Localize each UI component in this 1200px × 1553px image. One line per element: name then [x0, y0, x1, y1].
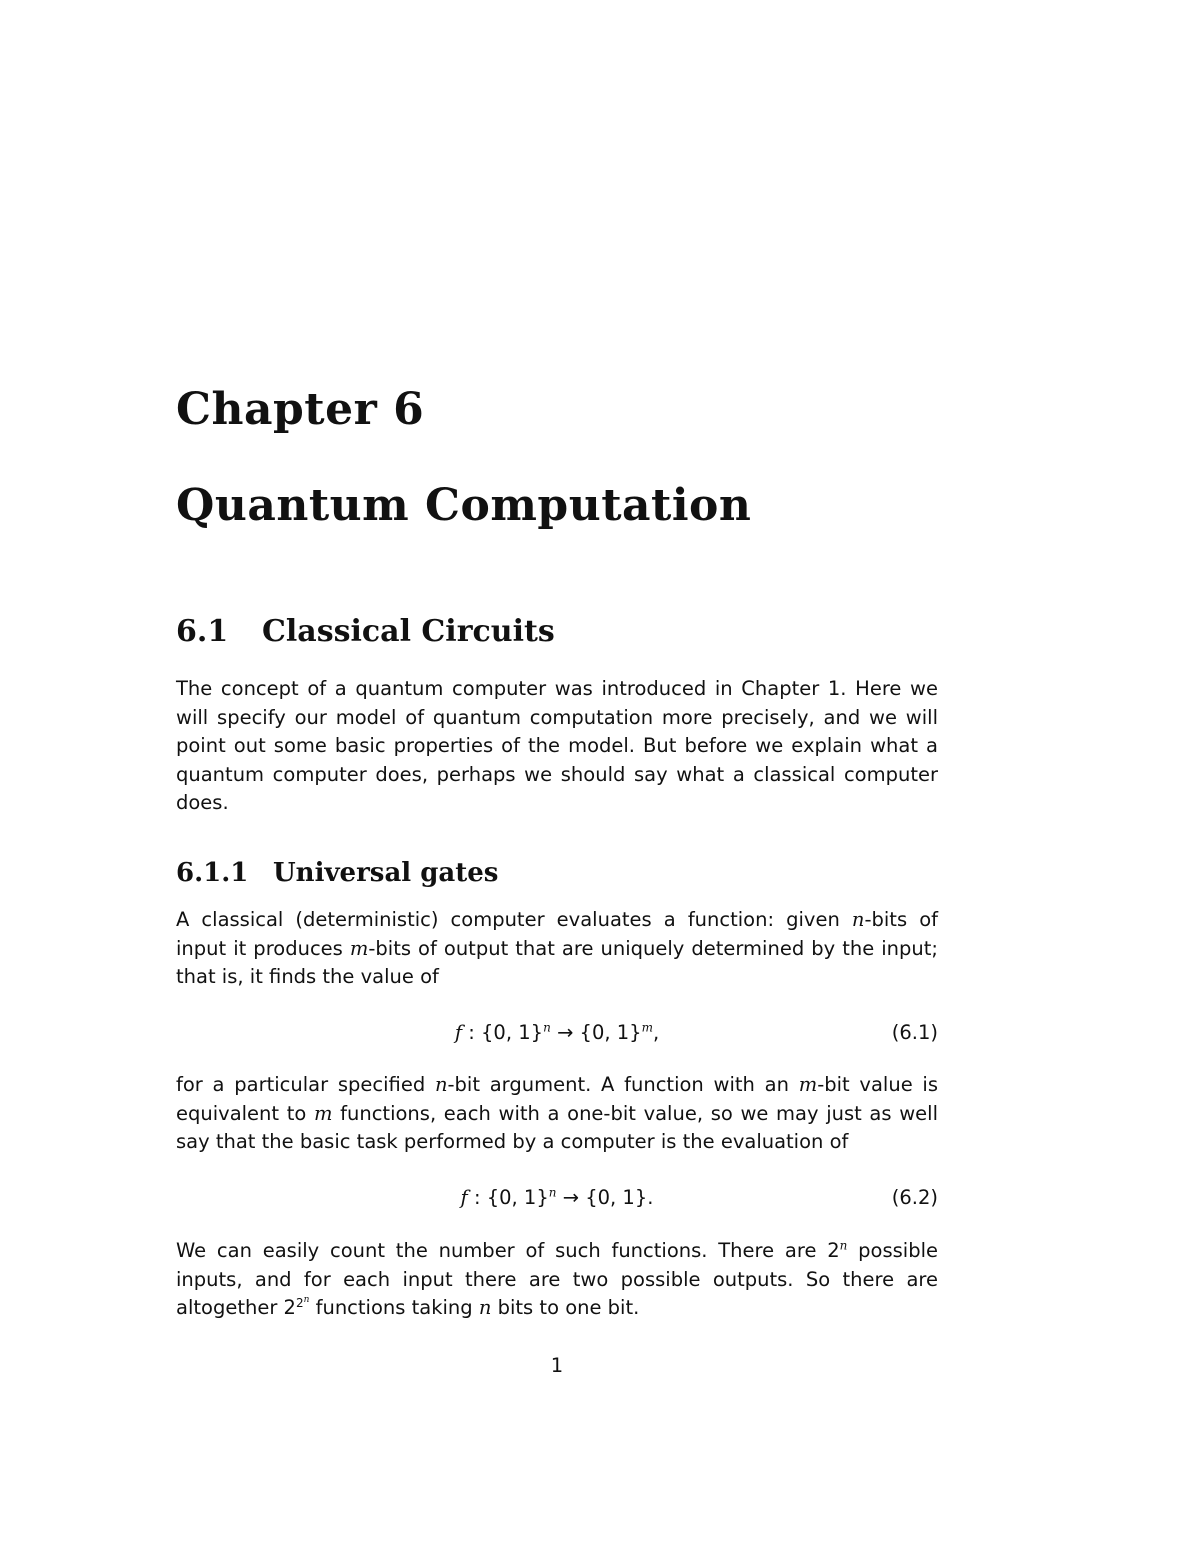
paragraph-line: quantum computer does, perhaps we should say what a classical computer — [176, 762, 938, 786]
equation-6-2 — [176, 1183, 938, 1213]
paragraph-line: will specify our model of quantum computation more precisely, and we will — [176, 705, 938, 729]
paragraph-line: that is, it finds the value of — [176, 965, 439, 988]
document-page — [176, 0, 938, 1553]
math-variable: n — [478, 1296, 492, 1319]
chapter-title: Quantum Computation — [176, 480, 752, 531]
paragraph-line: altogether $2^{2^n}$ functions taking n bits to one bit. — [176, 1294, 640, 1319]
section-number: 6.1 — [176, 614, 229, 649]
subsection-title: Universal gates — [273, 858, 499, 888]
paragraph-line: We can easily count the number of such functions. There are 2$^n$ possible — [176, 1238, 938, 1262]
paragraph-line: point out some basic properties of the model. But before we explain what a — [176, 734, 938, 757]
universal-gates-paragraph — [176, 906, 938, 992]
subsection-number: 6.1.1 — [176, 858, 249, 888]
math-variable: n — [851, 908, 865, 931]
math-variable: m — [313, 1101, 333, 1125]
paragraph-line: The concept of a quantum computer was introduced in Chapter 1. Here we — [176, 677, 938, 700]
subsection-heading — [176, 855, 498, 891]
section-title: Classical Circuits — [262, 614, 555, 649]
equation-body: f : {0, 1}$^n$ → {0, 1}$^m$, — [454, 1020, 660, 1044]
math-variable: m — [349, 936, 369, 960]
equation-number: (6.2) — [891, 1186, 938, 1209]
page-number: 1 — [550, 1354, 564, 1377]
paragraph-line: inputs, and for each input there are two possible outputs. So there are — [176, 1267, 938, 1291]
paragraph-line: equivalent to m functions, each with a one-bit value, so we may just as well — [176, 1101, 938, 1125]
math-variable: n — [434, 1073, 448, 1096]
intro-paragraph — [176, 675, 938, 818]
paragraph-line: input it produces m-bits of output that are uniquely determined by the input; — [176, 936, 938, 960]
paragraph-line: say that the basic task performed by a computer is the evaluation of — [176, 1130, 849, 1153]
paragraph-line: for a particular specified n-bit argument. A function with an m-bit value is — [176, 1073, 939, 1096]
function-paragraph — [176, 1071, 938, 1157]
section-heading — [176, 612, 555, 652]
paragraph-line: A classical (deterministic) computer evaluates a function: given n-bits of — [176, 908, 938, 931]
math-variable: m — [798, 1073, 818, 1096]
equation-6-1 — [176, 1018, 938, 1048]
paragraph-line: does. — [176, 791, 229, 814]
counting-paragraph — [176, 1237, 938, 1323]
equation-number: (6.1) — [891, 1021, 938, 1044]
chapter-label: Chapter 6 — [176, 384, 425, 435]
equation-body: f : {0, 1}$^n$ → {0, 1}. — [460, 1185, 654, 1209]
